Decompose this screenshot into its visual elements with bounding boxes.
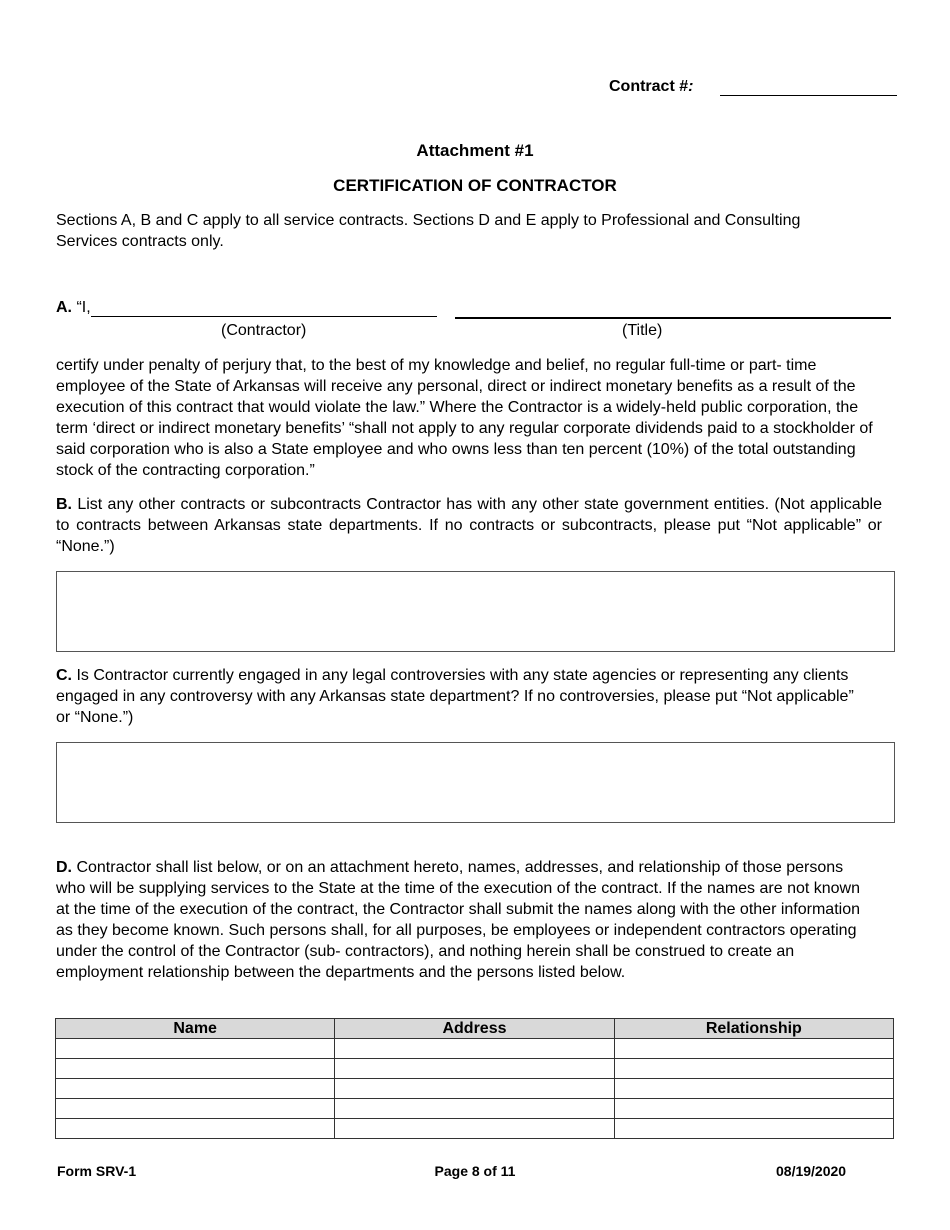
contractor-caption: (Contractor) xyxy=(221,322,307,339)
section-c-text xyxy=(56,665,856,728)
relationship-cell[interactable] xyxy=(614,1099,893,1119)
section-b-label: B. xyxy=(56,496,72,513)
name-cell[interactable] xyxy=(56,1059,335,1079)
address-cell[interactable] xyxy=(335,1039,614,1059)
contract-number-field[interactable] xyxy=(720,95,897,96)
table-header-row xyxy=(56,1019,894,1039)
section-a-body: certify under penalty of perjury that, to the best of my knowledge and belief, no regular full-time or part- time employee of the State of Arkansas will receive any personal, direct or indirect monetary benefits as a result of the execution of this contract that would violate the law.” Where the Contractor is a widely-held public corporation, the term ‘direct or indirect monetary benefits’ “shall not apply to any regular corporate dividends paid to a stockholder of said corporation who is also a State employee and who owns less than ten percent (10%) of the total outstanding stock of the contracting corporation.” xyxy=(56,357,873,479)
name-cell[interactable] xyxy=(56,1099,335,1119)
section-d-text xyxy=(56,857,876,983)
section-a-prefix: “I, xyxy=(76,299,91,316)
table-row xyxy=(56,1059,894,1079)
column-header-name: Name xyxy=(56,1019,335,1039)
address-cell[interactable] xyxy=(335,1099,614,1119)
section-a-label: A. xyxy=(56,299,72,316)
contract-label-text: Contract # xyxy=(609,78,689,95)
section-b-text xyxy=(56,494,882,557)
title-caption: (Title) xyxy=(622,322,663,339)
column-header-relationship: Relationship xyxy=(614,1019,893,1039)
section-d-label: D. xyxy=(56,859,72,876)
address-cell[interactable] xyxy=(335,1079,614,1099)
address-cell[interactable] xyxy=(335,1059,614,1079)
section-b-body: List any other contracts or subcontracts Contractor has with any other state government entities. (Not applicable to contracts between Arkansas state departments. If no contracts or subcontracts, please put “Not applicable” or “None.”) xyxy=(56,496,882,555)
relationship-cell[interactable] xyxy=(614,1039,893,1059)
address-cell[interactable] xyxy=(335,1119,614,1139)
table-row xyxy=(56,1079,894,1099)
section-b-answer-box[interactable] xyxy=(56,571,895,652)
column-header-address: Address xyxy=(335,1019,614,1039)
name-cell[interactable] xyxy=(56,1039,335,1059)
intro-text: Sections A, B and C apply to all service contracts. Sections D and E apply to Professional and Consulting Services contracts only. xyxy=(56,212,801,250)
section-c-answer-box[interactable] xyxy=(56,742,895,823)
name-cell[interactable] xyxy=(56,1079,335,1099)
relationship-cell[interactable] xyxy=(614,1079,893,1099)
section-d-body: Contractor shall list below, or on an attachment hereto, names, addresses, and relationship of those persons who will be supplying services to the State at the time of the execution of the contract. If the names are not known at the time of the execution of the contract, the Contractor shall submit the names along with the other information as they become known. Such persons shall, for all purposes, be employees or independent contractors operating under the control of the Contractor (sub- contractors), and nothing herein shall be construed to create an employment relationship between the departments and the persons listed below. xyxy=(56,859,860,981)
section-a-line xyxy=(56,299,91,317)
persons-table xyxy=(55,1018,894,1139)
section-c-body: Is Contractor currently engaged in any legal controversies with any state agencies or representing any clients engaged in any controversy with any Arkansas state department? If no controversies, please put “Not applicable” or “None.”) xyxy=(56,667,854,726)
contractor-title-field[interactable] xyxy=(455,317,891,319)
contract-label-colon: : xyxy=(688,78,694,95)
relationship-cell[interactable] xyxy=(614,1059,893,1079)
table-row xyxy=(56,1039,894,1059)
footer-page-number: Page 8 of 11 xyxy=(434,1163,516,1179)
attachment-title: Attachment #1 xyxy=(416,141,534,160)
contract-number-label xyxy=(609,78,693,96)
footer-form-id: Form SRV-1 xyxy=(57,1163,137,1179)
table-row xyxy=(56,1119,894,1139)
page-title: CERTIFICATION OF CONTRACTOR xyxy=(333,176,617,195)
name-cell[interactable] xyxy=(56,1119,335,1139)
footer-date: 08/19/2020 xyxy=(776,1163,847,1179)
relationship-cell[interactable] xyxy=(614,1119,893,1139)
contractor-name-field[interactable] xyxy=(91,316,437,317)
section-c-label: C. xyxy=(56,667,72,684)
table-row xyxy=(56,1099,894,1119)
